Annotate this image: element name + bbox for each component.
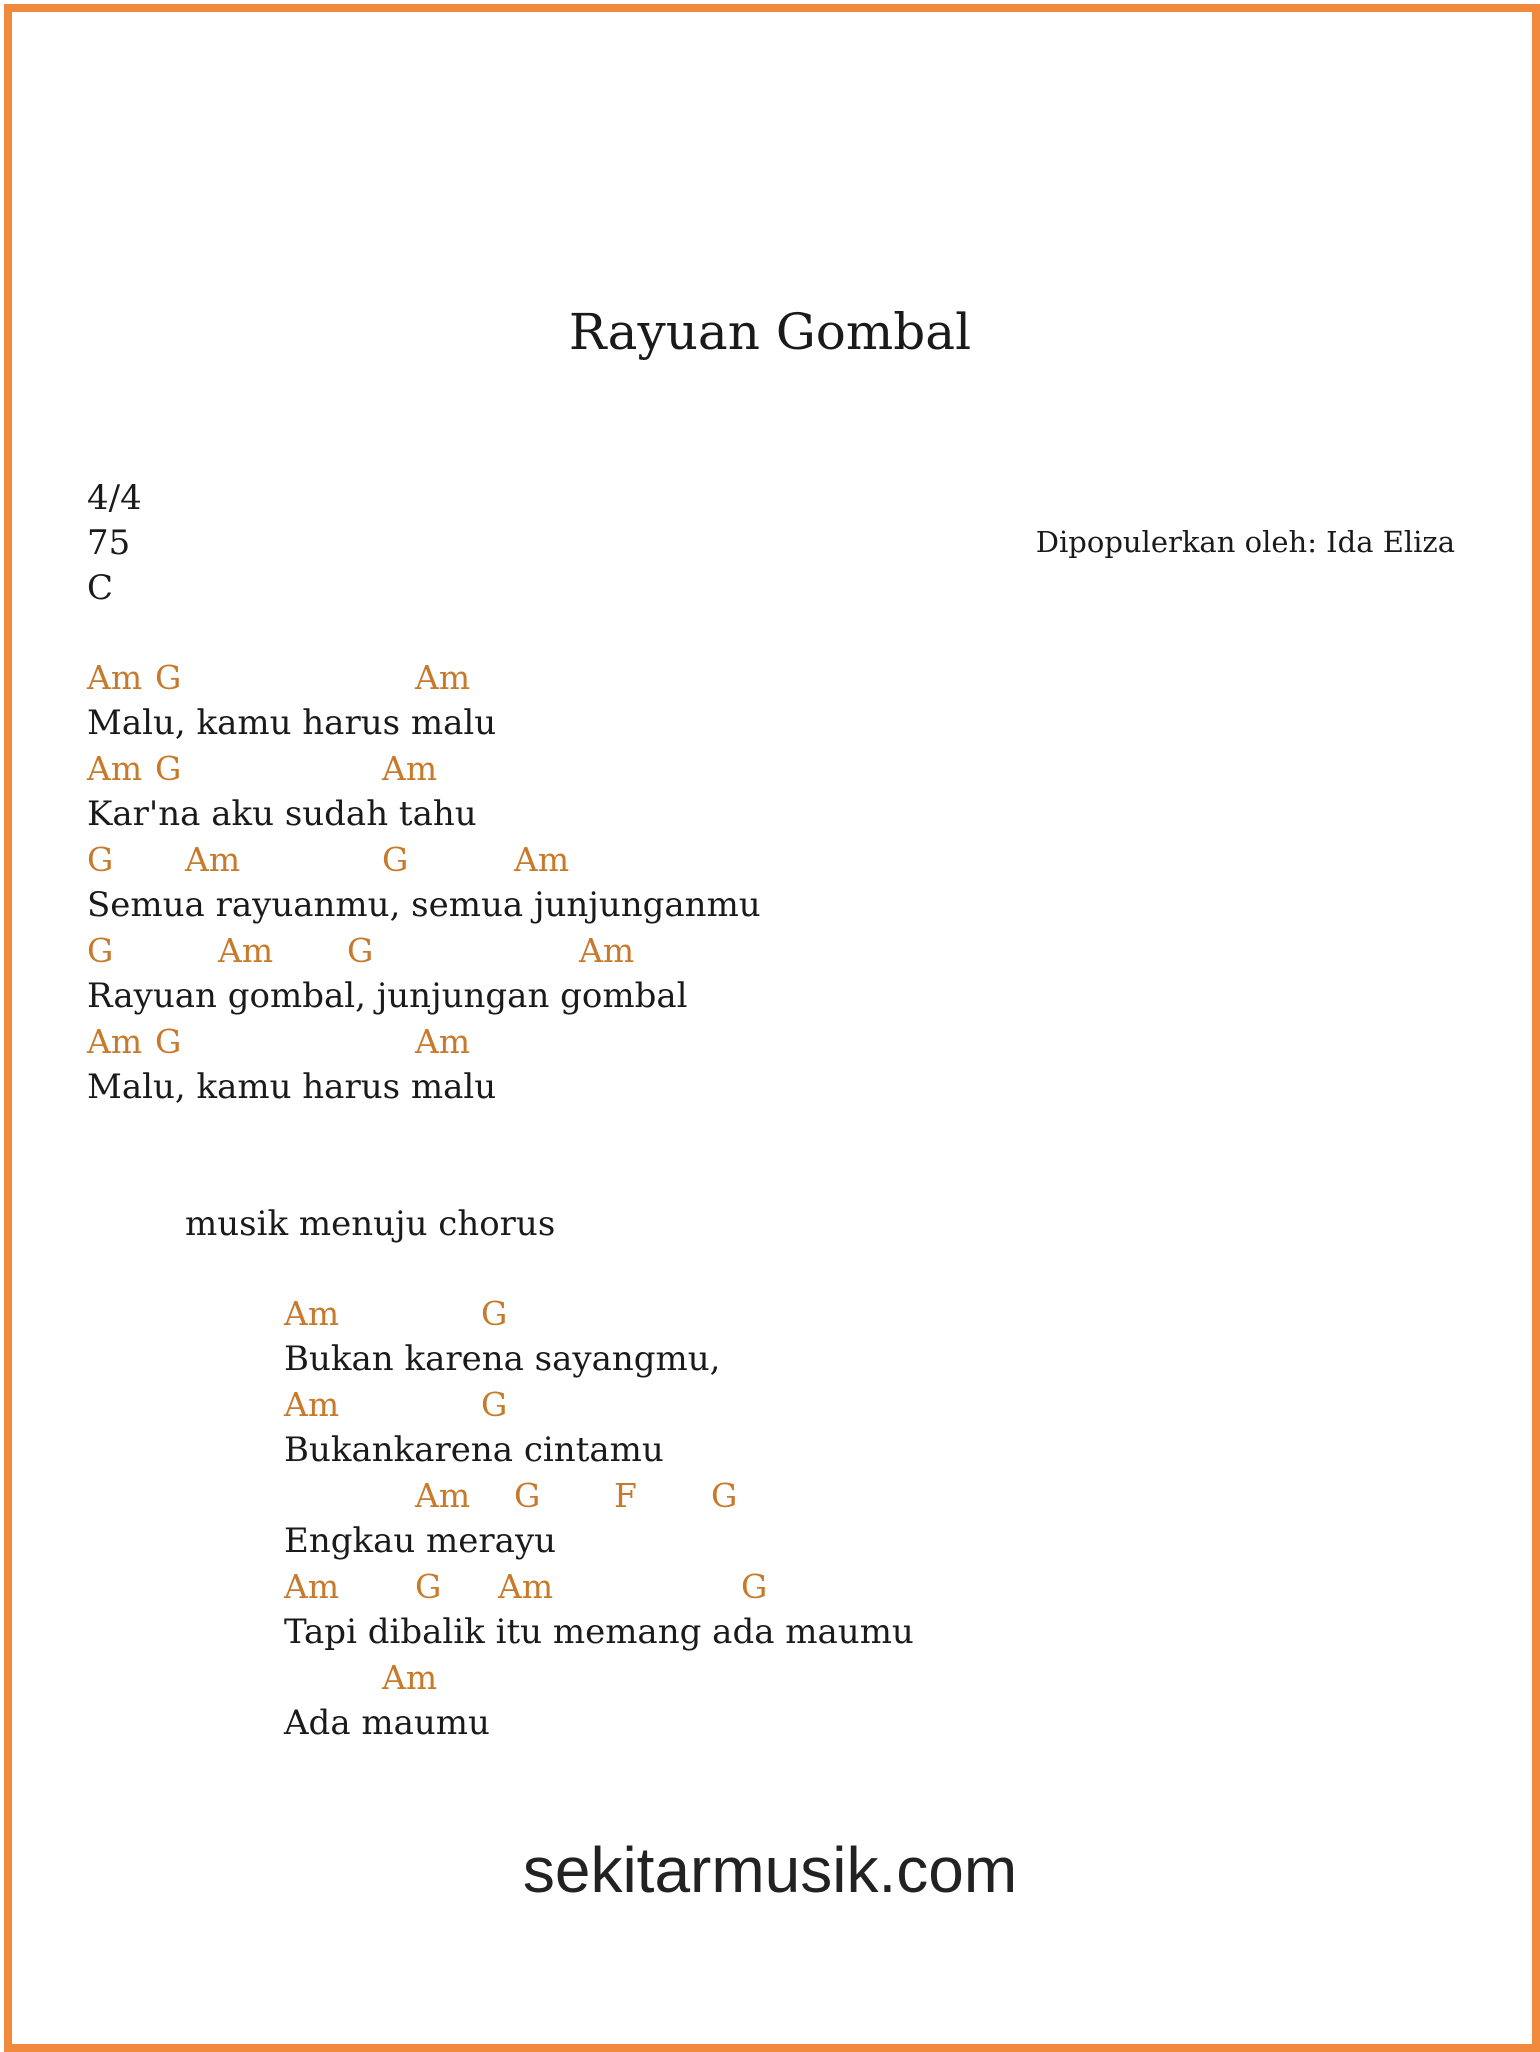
chord: Am	[382, 749, 438, 788]
chord: G	[87, 840, 114, 879]
chord-line	[87, 749, 787, 793]
chord: Am	[284, 1567, 340, 1606]
artist-credit: Dipopulerkan oleh: Ida Eliza	[1035, 525, 1455, 559]
lyric-line: Bukankarena cintamu	[284, 1430, 664, 1470]
chord: Am	[514, 840, 570, 879]
chord-line	[284, 1658, 984, 1702]
song-title: Rayuan Gombal	[568, 303, 972, 361]
key: C	[87, 568, 114, 608]
chord: Am	[498, 1567, 554, 1606]
chord-line	[87, 931, 787, 975]
lyric-line: Semua rayuanmu, semua junjunganmu	[87, 885, 761, 925]
lyric-line: Engkau merayu	[284, 1521, 557, 1561]
chord: Am	[284, 1385, 340, 1424]
chord: Am	[415, 1476, 471, 1515]
chord: Am	[415, 658, 471, 697]
lyric-line: Ada maumu	[284, 1703, 490, 1743]
chord-line	[284, 1385, 984, 1429]
time-signature: 4/4	[87, 478, 142, 518]
chord: G	[155, 658, 182, 697]
chord: G	[415, 1567, 442, 1606]
lyric-line: Rayuan gombal, junjungan gombal	[87, 976, 688, 1016]
chord: Am	[87, 749, 143, 788]
chord-line	[284, 1567, 984, 1611]
chord: G	[481, 1294, 508, 1333]
chord: Am	[579, 931, 635, 970]
chord: Am	[87, 658, 143, 697]
chord: Am	[185, 840, 241, 879]
chord: G	[87, 931, 114, 970]
chord: F	[614, 1476, 637, 1515]
lyric-line: Kar'na aku sudah tahu	[87, 794, 477, 834]
chord: G	[382, 840, 409, 879]
chord: G	[514, 1476, 541, 1515]
chord: G	[155, 749, 182, 788]
chord-line	[87, 840, 787, 884]
chord: G	[711, 1476, 738, 1515]
lyric-line: Tapi dibalik itu memang ada maumu	[284, 1612, 914, 1652]
chord: G	[347, 931, 374, 970]
site-watermark: sekitarmusik.com	[522, 1834, 1018, 1906]
lyric-line: Bukan karena sayangmu,	[284, 1339, 721, 1379]
chord: G	[481, 1385, 508, 1424]
chord: Am	[415, 1022, 471, 1061]
lyric-line: Malu, kamu harus malu	[87, 1067, 497, 1107]
chord: Am	[87, 1022, 143, 1061]
chord-line	[87, 658, 787, 702]
chord: Am	[284, 1294, 340, 1333]
chord-line	[284, 1294, 984, 1338]
chord: Am	[218, 931, 274, 970]
chord: Am	[382, 1658, 438, 1697]
chord-line	[284, 1476, 984, 1520]
chord: G	[741, 1567, 768, 1606]
chord-line	[87, 1022, 787, 1066]
interlude-note: musik menuju chorus	[185, 1204, 556, 1244]
chord: G	[155, 1022, 182, 1061]
tempo: 75	[87, 523, 131, 563]
lyric-line: Malu, kamu harus malu	[87, 703, 497, 743]
